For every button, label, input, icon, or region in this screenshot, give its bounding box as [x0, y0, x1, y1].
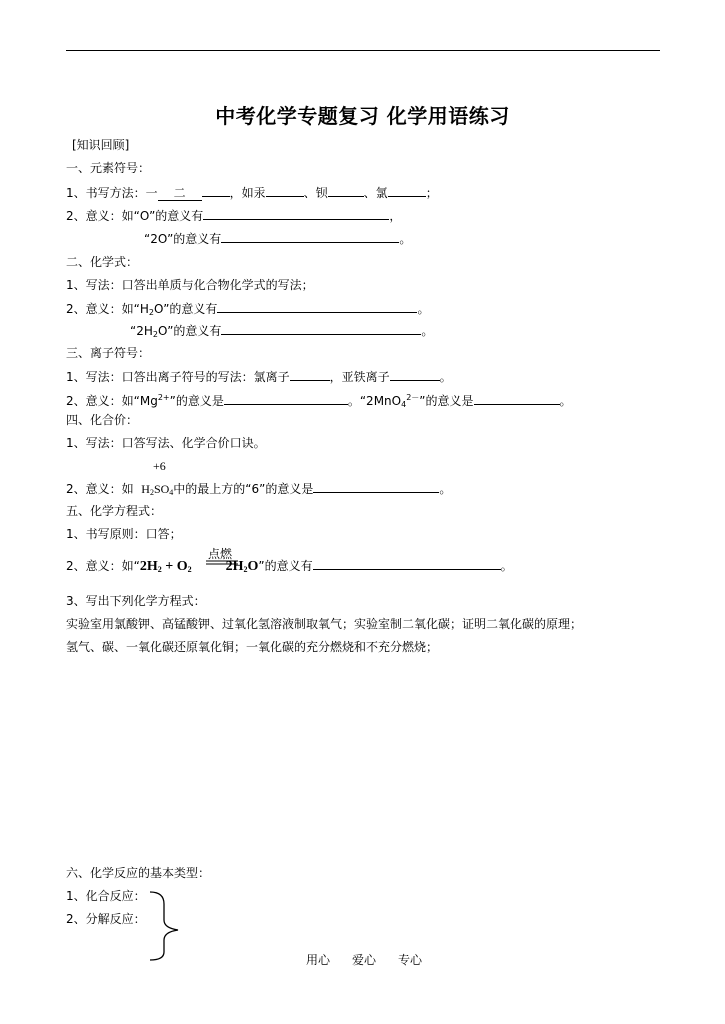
section-1-heading: 一、元素符号： — [66, 161, 151, 175]
blank[interactable] — [474, 392, 560, 405]
equation-right: $2H_2O$ — [225, 559, 259, 574]
s1-line-1: 1、书写方法：一 二 ，如汞 、钡 、氯 ； — [66, 186, 438, 200]
s1-line-2: 2、意义：如“O”的意义有 ， — [66, 209, 402, 223]
blank[interactable]: 二 — [158, 186, 202, 201]
header-rule — [66, 50, 660, 51]
blank[interactable] — [203, 207, 389, 220]
s4-line-2: 2、意义：如 $H_2SO_4$中的最上方的“6”的意义是 。 — [66, 482, 452, 497]
blank[interactable] — [313, 480, 439, 493]
section-2-heading: 二、化学式： — [66, 255, 139, 269]
reaction-condition: 点燃 — [208, 547, 233, 561]
s5-line-3: 3、写出下列化学方程式： — [66, 594, 206, 608]
s1-line-3: “2O”的意义有 。 — [144, 232, 412, 246]
footer-word: 爱心 — [352, 953, 377, 967]
equals-sign-icon — [206, 560, 238, 566]
formula-h2so4: $H_2SO_4$ — [141, 482, 174, 497]
section-3-heading: 三、离子符号： — [66, 346, 151, 360]
s3-line-1: 1、写法：口答出离子符号的写法：氯离子 ，亚铁离子 。 — [66, 370, 452, 384]
valence-mark: +6 — [153, 459, 166, 473]
s5-line-1: 1、书写原则：口答； — [66, 527, 182, 541]
footer-word: 专心 — [398, 953, 423, 967]
s4-line-1: 1、写法：口答写法、化学合价口诀。 — [66, 436, 266, 450]
equation-left: $2H_2 + O_2$ — [139, 559, 192, 574]
s2-line-2: 2、意义：如“$H_2O$”的意义有 。 — [66, 302, 430, 317]
s3-line-2: 2、意义：如“$Mg^{2+}$”的意义是 。“2MnO$_4^{2-}$”的意义是 。 — [66, 393, 572, 409]
blank[interactable] — [390, 368, 440, 381]
s2-line-3: “$2H_2O$”的意义有 。 — [130, 324, 434, 339]
section-4-heading: 四、化合价： — [66, 413, 139, 427]
section-6-heading: 六、化学反应的基本类型： — [66, 866, 211, 880]
blank[interactable] — [221, 322, 421, 335]
s6-line-2: 2、分解反应： — [66, 912, 146, 926]
page-title: 中考化学专题复习 化学用语练习 — [215, 104, 510, 128]
footer — [306, 951, 444, 968]
s6-line-1: 1、化合反应： — [66, 889, 146, 903]
blank[interactable] — [202, 184, 230, 197]
right-brace-icon — [148, 890, 182, 962]
blank[interactable] — [290, 368, 330, 381]
blank[interactable] — [266, 184, 304, 197]
review-label: [知识回顾] — [72, 138, 130, 152]
blank[interactable] — [388, 184, 426, 197]
s5-line-2: 2、意义：如“$2H_2 + O_2$ $2H_2O$”的意义有 。 — [66, 559, 513, 574]
s2-line-1: 1、写法：口答出单质与化合物化学式的写法； — [66, 278, 314, 292]
blank[interactable] — [217, 300, 417, 313]
s5-line-5: 氢气、碳、一氧化碳还原氧化铜；一氧化碳的充分燃烧和不充分燃烧； — [66, 640, 439, 654]
blank[interactable] — [313, 557, 501, 570]
section-5-heading: 五、化学方程式： — [66, 504, 163, 518]
footer-word: 用心 — [306, 953, 331, 967]
blank[interactable] — [224, 392, 348, 405]
s5-line-4: 实验室用氯酸钾、高锰酸钾、过氧化氢溶液制取氧气；实验室制二氧化碳；证明二氧化碳的原理； — [66, 617, 583, 631]
blank[interactable] — [221, 230, 399, 243]
blank[interactable] — [328, 184, 364, 197]
